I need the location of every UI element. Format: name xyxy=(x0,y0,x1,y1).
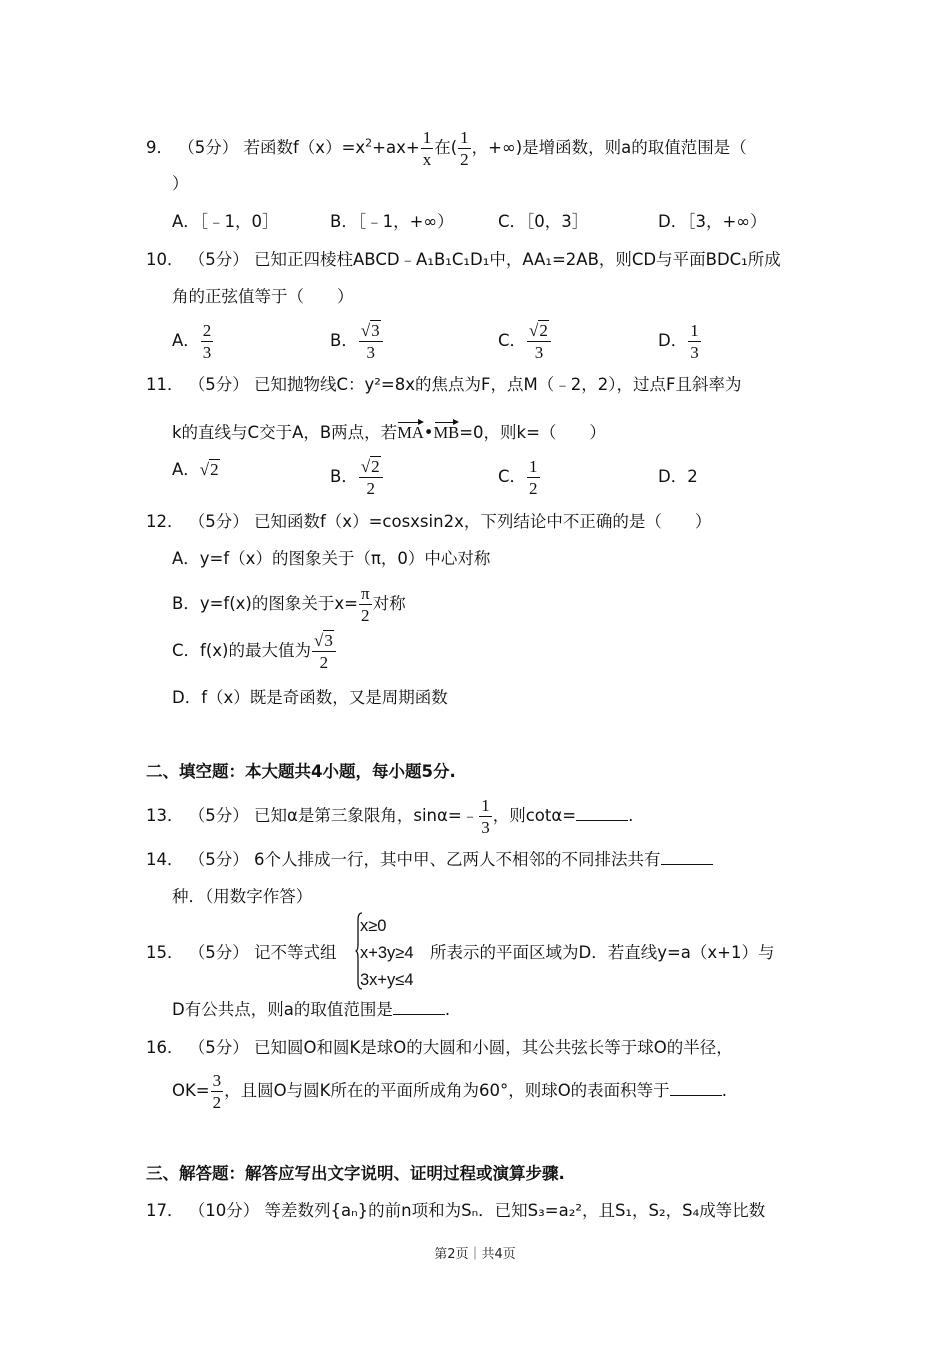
q11-number: 11． xyxy=(146,375,184,394)
q17-score: （10分） xyxy=(188,1201,260,1220)
q9-fraction: $\frac{1}{x}$ xyxy=(422,128,432,169)
q10-option-c: C． $\frac{√2}{3}$ xyxy=(498,322,552,361)
q11-option-b: B． $\frac{√2}{2}$ xyxy=(330,458,384,497)
q9-score: （5分） xyxy=(178,138,239,157)
question-10 xyxy=(146,252,781,269)
q15-line2: D有公共点，则a的取值范围是 . xyxy=(172,1000,451,1019)
question-12 xyxy=(146,514,711,531)
question-17: 17． （10分） 等差数列{aₙ}的前n项和为Sₙ．已知S₃=a₂²，且S₁，S₂，S₄成等比数 xyxy=(146,1201,766,1220)
q12-number: 12． xyxy=(146,512,184,531)
q11-score: （5分） xyxy=(188,375,249,394)
q16-line2: OK= $\frac{3}{2}$ ，且圆O与圆K所在的平面所成角为60°，则球O的表面积等于 . xyxy=(172,1071,727,1112)
q13-score: （5分） xyxy=(188,806,249,825)
q15-answer-blank xyxy=(393,1013,445,1015)
q14-number: 14． xyxy=(146,850,184,869)
question-11 xyxy=(146,377,741,394)
q15-system-row-3: 3x+y≤4 xyxy=(360,971,414,989)
section-3-title: 三、解答题：解答应写出文字说明、证明过程或演算步骤. xyxy=(146,1164,565,1183)
q9-option-b: B．［﹣1，+∞） xyxy=(330,212,454,231)
vector-ma: MA xyxy=(397,423,424,442)
q9-text-c: 在( xyxy=(434,138,458,157)
q15-system-row-2: x+3y≥4 xyxy=(360,944,414,962)
q10-option-d: D． $\frac{1}{3}$ xyxy=(658,321,699,362)
q16-number: 16． xyxy=(146,1038,184,1057)
q13-answer-blank xyxy=(576,819,628,821)
q10-number: 10． xyxy=(146,250,184,269)
question-16: 16． （5分） 已知圆O和圆K是球O的大圆和小圆，其公共弦长等于球O的半径， xyxy=(146,1038,733,1057)
q16-score: （5分） xyxy=(188,1038,249,1057)
q14-score: （5分） xyxy=(188,850,249,869)
q9-interval-fraction: $\frac{1}{2}$ xyxy=(460,128,469,169)
q15-score: （5分） xyxy=(188,943,249,962)
section-2-title: 二、填空题：本大题共4小题，每小题5分. xyxy=(146,762,456,781)
q10-text: 已知正四棱柱ABCD﹣A₁B₁C₁D₁中，AA₁=2AB，则CD与平面BDC₁所成 xyxy=(254,250,781,269)
page-footer: 第2页｜共4页 xyxy=(434,1247,516,1262)
q9-option-d: D．［3，+∞） xyxy=(658,212,767,231)
q10-line2: 角的正弦值等于（ ） xyxy=(172,287,354,306)
q10-option-b: B． $\frac{√3}{3}$ xyxy=(330,322,384,361)
q9-text-d: ，+∞)是增函数，则a的取值范围是（ xyxy=(471,138,747,157)
q11-line2: k的直线与C交于A，B两点，若MA•MB=0，则k=（ ） xyxy=(172,423,606,442)
q12-text: 已知函数f（x）=cosxsin2x，下列结论中不正确的是（ ） xyxy=(254,512,712,531)
q10-score: （5分） xyxy=(188,250,249,269)
q10-option-a: A． $\frac{2}{3}$ xyxy=(172,321,212,362)
vector-mb: MB xyxy=(433,423,460,442)
q14-answer-blank xyxy=(661,863,713,865)
q11-text: 已知抛物线C：y²=8x的焦点为F，点M（﹣2，2），过点F且斜率为 xyxy=(254,375,742,394)
q12-option-c: C．f(x)的最大值为 $\frac{√3}{2}$ xyxy=(172,632,337,671)
q12-option-a: A．y=f（x）的图象关于（π，0）中心对称 xyxy=(172,549,491,568)
q9-option-c: C．［0，3］ xyxy=(498,212,589,231)
q12-option-d: D．f（x）既是奇函数，又是周期函数 xyxy=(172,688,448,707)
q12-score: （5分） xyxy=(188,512,249,531)
q11-option-c: C． $\frac{1}{2}$ xyxy=(498,457,538,498)
q15-number: 15． xyxy=(146,943,184,962)
question-15: 15． （5分） 记不等式组 xyxy=(146,943,337,962)
q9-exponent: 2 xyxy=(365,136,373,150)
q9-text-b: +ax+ xyxy=(372,138,420,157)
q11-option-d: D．2 xyxy=(658,467,698,486)
q9-number: 9． xyxy=(146,138,173,157)
question-14: 14． （5分） 6个人排成一行，其中甲、乙两人不相邻的不同排法共有 xyxy=(146,852,713,869)
question-13: 13． （5分） 已知α是第三象限角，sinα=﹣ $\frac{1}{3}$ ，则cotα= . xyxy=(146,796,634,837)
q11-option-a: A．√2 xyxy=(172,460,219,479)
q14-line2: 种．（用数字作答） xyxy=(172,887,313,906)
q15-text-b: 所表示的平面区域为D．若直线y=a（x+1）与 xyxy=(430,943,775,962)
q13-number: 13． xyxy=(146,806,184,825)
q9-text-a: 若函数f（x）=x xyxy=(243,138,366,157)
q16-answer-blank xyxy=(670,1094,722,1096)
q9-line2: ） xyxy=(172,174,189,193)
q15-system-row-1: x≥0 xyxy=(360,917,387,935)
question-9 xyxy=(146,129,747,168)
q9-option-a: A．［﹣1，0］ xyxy=(172,212,279,231)
q17-number: 17． xyxy=(146,1201,184,1220)
q12-option-b: B．y=f(x)的图象关于x= $\frac{\pi}{2}$ 对称 xyxy=(172,584,406,625)
